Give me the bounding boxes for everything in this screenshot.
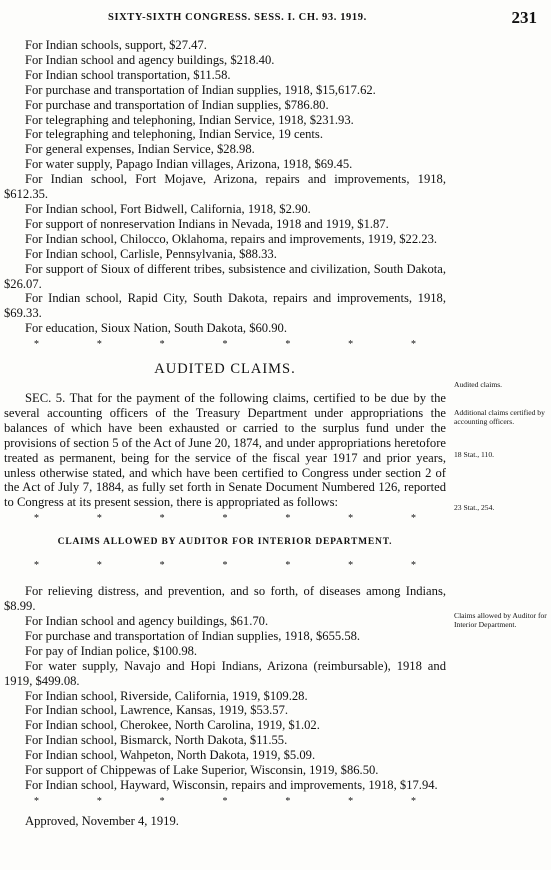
star: * bbox=[410, 339, 416, 351]
appropriation-item: For support of Sioux of different tribes, subsistence and civilization, South Dakota, $26.07. bbox=[4, 261, 446, 291]
star: * bbox=[348, 795, 354, 807]
star: * bbox=[348, 513, 354, 525]
star: * bbox=[285, 339, 291, 351]
running-header bbox=[0, 8, 551, 30]
star: * bbox=[285, 795, 291, 807]
omission-stars bbox=[4, 339, 446, 351]
claim-item: For water supply, Navajo and Hopi Indians, Arizona (reimbursable), 1918 and 1919, $499.08. bbox=[4, 658, 446, 688]
approval-line: Approved, November 4, 1919. bbox=[25, 813, 179, 828]
appropriation-item: For education, Sioux Nation, South Dakota, $60.90. bbox=[25, 321, 287, 336]
star: * bbox=[410, 795, 416, 807]
main-text bbox=[4, 38, 446, 829]
appropriation-item: For support of nonreservation Indians in Nevada, 1918 and 1919, $1.87. bbox=[25, 216, 389, 231]
running-title: SIXTY-SIXTH CONGRESS. SESS. I. CH. 93. 1919. bbox=[108, 12, 367, 23]
claim-item: For purchase and transportation of Indian supplies, 1918, $655.58. bbox=[25, 628, 361, 643]
appropriation-item: For water supply, Papago Indian villages, Arizona, 1918, $69.45. bbox=[25, 157, 353, 172]
star: * bbox=[34, 560, 39, 572]
star: * bbox=[348, 339, 354, 351]
margin-note-additional-claims: Additional claims certified by accounting officers. bbox=[454, 408, 545, 426]
appropriation-item: For telegraphing and telephoning, Indian Service, 1918, $231.93. bbox=[25, 112, 354, 127]
appropriation-item: For Indian schools, support, $27.47. bbox=[25, 38, 207, 52]
section-5-text: SEC. 5. That for the payment of the following claims, certified to be due by the several accounting officers of the Treasury Department under appropriations the balances of which have been exhausted or carried to the surplus fund under the provisions of section 5 of the Act of June 20, 1874, and under appropriations heretofore treated as permanent, being for the service of the fiscal year 1917 and prior years, unless otherwise stated, and which have been certified to Congress under section 2 of the Act of July 7, 1884, as fully set forth in Senate Document Numbered 126, reported to Congress at its present session, there is appropriated as follows: bbox=[4, 391, 446, 510]
appropriation-item: For purchase and transportation of Indian supplies, $786.80. bbox=[25, 97, 329, 112]
star: * bbox=[410, 560, 416, 572]
star: * bbox=[159, 795, 165, 807]
omission-stars bbox=[4, 513, 446, 525]
margin-note-audited-claims: Audited claims. bbox=[454, 380, 503, 389]
appropriation-item: For Indian school, Carlisle, Pennsylvania, $88.33. bbox=[25, 246, 277, 261]
star: * bbox=[285, 513, 291, 525]
appropriation-item: For Indian school and agency buildings, $218.40. bbox=[25, 52, 275, 67]
subheading: CLAIMS ALLOWED BY AUDITOR FOR INTERIOR DEPARTMENT. bbox=[57, 537, 393, 548]
appropriation-item: For Indian school transportation, $11.58. bbox=[25, 67, 231, 82]
claim-item: For Indian school, Riverside, California, 1919, $109.28. bbox=[25, 688, 308, 703]
star: * bbox=[96, 795, 102, 807]
claim-item: For Indian school, Wahpeton, North Dakota, 1919, $5.09. bbox=[25, 748, 316, 763]
claims-list bbox=[4, 584, 446, 793]
appropriation-item: For Indian school, Rapid City, South Dakota, repairs and improvements, 1918, $69.33. bbox=[4, 291, 446, 321]
claim-item: For Indian school, Hayward, Wisconsin, repairs and improvements, 1918, $17.94. bbox=[25, 777, 438, 792]
star: * bbox=[96, 560, 102, 572]
margin-note-claims-allowed: Claims allowed by Auditor for Interior Department. bbox=[454, 611, 547, 629]
claim-item: For support of Chippewas of Lake Superior, Wisconsin, 1919, $86.50. bbox=[25, 763, 379, 778]
claim-item: For Indian school and agency buildings, $61.70. bbox=[25, 614, 269, 628]
margin-note-ref-23-stat: 23 Stat., 254. bbox=[454, 503, 495, 512]
claim-item: For pay of Indian police, $100.98. bbox=[25, 643, 198, 658]
claim-item: For relieving distress, and prevention, and so forth, of diseases among Indians, $8.99. bbox=[4, 584, 446, 614]
star: * bbox=[34, 795, 39, 807]
claim-item: For Indian school, Lawrence, Kansas, 1919, $53.57. bbox=[25, 703, 289, 718]
claim-item: For Indian school, Cherokee, North Carolina, 1919, $1.02. bbox=[25, 718, 320, 733]
star: * bbox=[410, 513, 416, 525]
star: * bbox=[34, 513, 39, 525]
page-number: 231 bbox=[511, 8, 537, 27]
star: * bbox=[159, 339, 165, 351]
star: * bbox=[159, 560, 165, 572]
star: * bbox=[34, 339, 39, 351]
appropriation-item: For Indian school, Chilocco, Oklahoma, repairs and improvements, 1919, $22.23. bbox=[25, 231, 438, 246]
appropriation-item: For Indian school, Fort Mojave, Arizona, repairs and improvements, 1918, $612.35. bbox=[4, 172, 446, 202]
appropriation-item: For Indian school, Fort Bidwell, California, 1918, $2.90. bbox=[25, 201, 311, 216]
star: * bbox=[285, 560, 291, 572]
star: * bbox=[96, 513, 102, 525]
appropriation-list bbox=[4, 38, 446, 336]
margin-note-ref-18-stat: 18 Stat., 110. bbox=[454, 450, 495, 459]
star: * bbox=[222, 795, 228, 807]
star: * bbox=[96, 339, 102, 351]
omission-stars bbox=[4, 560, 446, 572]
appropriation-item: For general expenses, Indian Service, $28.98. bbox=[25, 142, 255, 157]
star: * bbox=[222, 339, 228, 351]
star: * bbox=[348, 560, 354, 572]
omission-stars bbox=[4, 796, 446, 808]
star: * bbox=[159, 513, 165, 525]
section-title: AUDITED CLAIMS. bbox=[154, 361, 296, 378]
appropriation-item: For purchase and transportation of Indian supplies, 1918, $15,617.62. bbox=[25, 82, 376, 97]
appropriation-item: For telegraphing and telephoning, Indian Service, 19 cents. bbox=[25, 127, 323, 142]
star: * bbox=[222, 560, 228, 572]
star: * bbox=[222, 513, 228, 525]
claim-item: For Indian school, Bismarck, North Dakota, $11.55. bbox=[25, 733, 288, 748]
